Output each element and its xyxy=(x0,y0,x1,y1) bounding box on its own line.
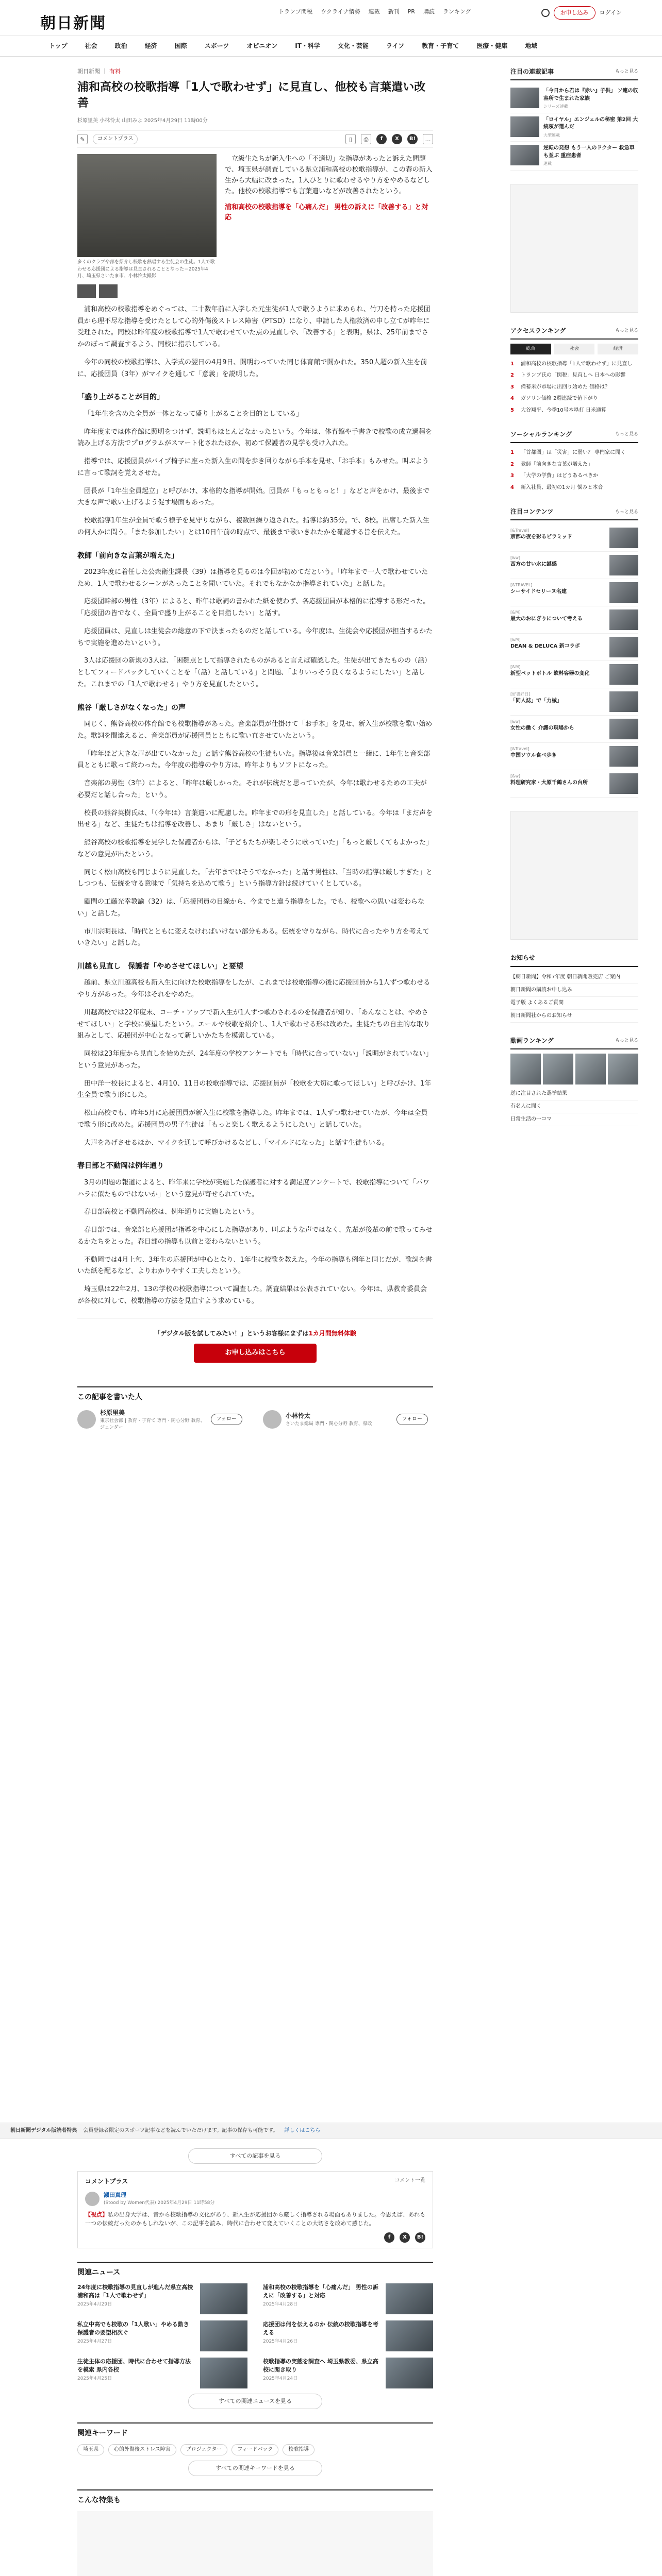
sidebar-article[interactable] xyxy=(510,84,638,113)
paid-badge: 有料 xyxy=(109,68,121,75)
feature-item[interactable] xyxy=(510,579,638,606)
benefit-text: 会員登録者限定のスポーツ記事などを読んでいただけます。記事の保存も可能です。 xyxy=(83,2128,278,2133)
rank-number: 4 xyxy=(510,396,514,402)
social-item-title: 教師「前向きな言葉が増えた」 xyxy=(521,461,593,467)
photo-tile[interactable] xyxy=(608,1054,638,1084)
info-item[interactable]: 【朝日新聞】令和7年度 朝日新聞販売店 ご案内 xyxy=(510,971,638,984)
related-news-headline: 私立中高でも校歌の「1人歌い」やめる動き 保護者の要望相次ぐ xyxy=(77,2321,189,2336)
feature-title: DEAN & DELUCA 新コラボ xyxy=(510,643,580,650)
photo-thumbnail[interactable] xyxy=(77,284,96,298)
photo-caption-item: 逆に注目された選挙結果 xyxy=(510,1088,638,1100)
benefit-title: 朝日新聞デジタル版読者特典 xyxy=(10,2128,77,2133)
feature-title: 中国ソウル食べ歩き xyxy=(510,753,557,759)
tab-all[interactable]: 総合 xyxy=(510,344,551,354)
social-item[interactable] xyxy=(510,447,638,459)
sidebar-attention xyxy=(510,67,638,171)
body-paragraph: 指導では、応援団員がパイプ椅子に座った新入生の間を歩き回りながら手本を見せ、「お手本」もみせた。叫ぶように言って歌詞を覚えさせた。 xyxy=(77,457,429,477)
rank-number: 4 xyxy=(510,484,514,490)
facebook-icon[interactable]: f xyxy=(376,134,387,144)
related-news-grid xyxy=(77,2283,433,2388)
related-news-item[interactable] xyxy=(263,2358,433,2388)
lower-column xyxy=(77,2143,433,2576)
keyword-chip[interactable]: 埼玉県 xyxy=(77,2444,104,2455)
paywall xyxy=(77,1318,433,1373)
news-thumbnail xyxy=(386,2283,433,2314)
rank-number: 5 xyxy=(510,407,514,413)
lead-photo-block xyxy=(77,154,217,298)
body-paragraph: 春日部では、音楽部と応援団が指導を中心にした指導があり、叫ぶような声ではなく、先輩が後輩の前で歌ってみせるかたちをとった。春日部の指導も以前と変わらないという。 xyxy=(77,1226,433,1246)
ranking-title: アクセスランキング xyxy=(510,327,566,334)
feature-item[interactable] xyxy=(510,661,638,688)
rank-number: 1 xyxy=(510,450,514,456)
photos-more-link[interactable]: もっと見る xyxy=(615,1038,638,1043)
social-item-title: 新入社員、最初の1カ月 悩みと本音 xyxy=(521,484,603,490)
lead-text xyxy=(225,154,433,298)
ranking-item-title: 大谷翔平、今季10号本塁打 日米通算 xyxy=(521,407,606,413)
body-paragraph: 今年の同校の校歌指導は、入学式の翌日の4月9日、開明わっていた同じ体育館で開かれた。350人超の新入生を前に、応援団員（3年）がマイクを通して「意義」を説明した。 xyxy=(77,358,427,378)
body-paragraph: 団長が「1年生全員起立」と呼びかけ、本格的な指導が開始。団員が「もっともっと！」などと声をかけ、最後まで大きな声で歌い上げるよう促す場面もあった。 xyxy=(77,487,430,507)
feature-thumbnail xyxy=(609,691,638,712)
sidebar-more-link[interactable]: もっと見る xyxy=(615,69,638,75)
comment-text xyxy=(85,2210,425,2228)
avatar[interactable] xyxy=(85,2192,100,2206)
ranking-item-title: 浦和高校の校歌指導「1人で歌わせず」に見直し xyxy=(521,361,633,367)
photo-tile[interactable] xyxy=(510,1054,541,1084)
nav-sports[interactable]: スポーツ xyxy=(204,42,229,49)
lead-paragraph: 立級生たちが新入生への「不適切」な指導があったと訴えた問題で、埼玉県が調査している県立浦和高校の校歌指導が、この春の新入生から大幅に改まった。1人ひとりに歌わせるやり方をやめるなどした。他校の校歌指導でも言葉遣いなどが改善されたという。 xyxy=(225,155,433,195)
ranking-more-link[interactable]: もっと見る xyxy=(615,328,638,334)
commenter-name[interactable]: 瀬田真理 xyxy=(104,2191,126,2198)
keyword-chip[interactable]: 心的外傷後ストレス障害 xyxy=(108,2444,176,2455)
feature-src: [&TRAVEL] xyxy=(510,583,533,588)
photos-title: 動画ランキング xyxy=(510,1037,554,1044)
feature-thumbnail xyxy=(609,582,638,603)
related-news-headline: 生徒主体の応援団、時代に合わせて指導方法を模索 県内各校 xyxy=(77,2358,191,2374)
sidebar-ad[interactable] xyxy=(510,184,638,313)
body-paragraph: 市川宗明長は、「時代とともに変えなければいけない部分もある。伝統を守りながら、時代に合ったやり方を考えていきたい」と話した。 xyxy=(77,927,429,947)
info-item[interactable]: 朝日新聞の購読お申し込み xyxy=(510,984,638,997)
related-news-headline: 応援団は何を伝えるのか 伝統の校歌指導を考える xyxy=(263,2321,378,2336)
body-paragraph: 「昨年ほど大きな声が出ていなかった」と話す熊谷高校の生徒もいた。指導後は音楽部員と一緒に、1年生と音楽部員とともに歌って終わった。今年度の指導のやり方は、昨年よりもソフトになった。 xyxy=(77,750,431,770)
section-heading: 春日部と不動岡は例年通り xyxy=(77,1162,164,1171)
feature-src: [&Travel] xyxy=(510,747,529,752)
body-paragraph: 春日部高校と不動岡高校は、例年通りに実施したという。 xyxy=(84,1208,259,1216)
photo-caption-item: 日常生活の一コマ xyxy=(510,1113,638,1126)
rank-number: 3 xyxy=(510,473,514,479)
body-paragraph: 昨年度までは体育館に照明をつけず、説明もほとんどなかったという。今年は、体育館や手書きで校歌の成立過程を読み上げる方法でプログラムがスマート化されたほか、初めて保護者の見学も受け入れた。 xyxy=(77,428,432,448)
sidebar-article[interactable] xyxy=(510,142,638,171)
related-news-date: 2025年4月29日 xyxy=(77,2302,112,2308)
header-links xyxy=(278,7,471,16)
feature-src: [&w] xyxy=(510,719,521,724)
hatena-icon[interactable]: B! xyxy=(407,134,418,144)
sidebar-thumbnail xyxy=(510,116,539,137)
sidebar-social xyxy=(510,430,638,494)
features-title: 注目コンテンツ xyxy=(510,508,554,516)
header-link-pr[interactable]: PR xyxy=(407,8,415,15)
photo-captions xyxy=(510,1088,638,1126)
rank-number: 1 xyxy=(510,361,514,367)
nav-economy[interactable]: 経済 xyxy=(144,42,157,49)
sidebar-features xyxy=(510,507,638,798)
feature-item[interactable] xyxy=(510,606,638,634)
photo-strip xyxy=(510,1054,638,1084)
body-paragraph: 3月の問題の報道によると、昨年来に学校が実施した保護者に対する満足度アンケートで、校歌指導について「パワハラに似たものではないか」という意見が寄せられていた。 xyxy=(77,1178,429,1198)
ranking-item[interactable] xyxy=(510,393,638,405)
social-item[interactable] xyxy=(510,482,638,494)
body-paragraph: 2023年度に着任した公衆衛生課長（39）は指導を見るのは今回が初めてだという。「昨年まで一人で歌わせていたため、1人で歌わせるシーンがあったことを聞いていた。それでもなかなか指導されていた」と話した。 xyxy=(77,568,428,588)
author-desc: 東京社会部 | 教育・子育て 専門・関心分野 教育、ジェンダー xyxy=(100,1418,205,1430)
related-news-headline: 24年度に校歌指導の見直しが進んだ県立高校 浦和高は「1人で歌わせず」 xyxy=(77,2284,193,2299)
ranking-item-title: トランプ氏の「関税」見直しへ 日本への影響 xyxy=(521,372,626,379)
body-paragraph: 校長の熊谷英樹氏は、「（今年は）言葉遣いに配慮した。昨年までの形を見直した」と話している。今年は「まだ声を出せる」など、生徒たちは指導を改善し、あまり「厳しさ」はないという。 xyxy=(77,809,433,829)
nav-top[interactable]: トップ xyxy=(49,42,68,49)
body-paragraph: 3人は応援団の新規の3人は、「困難点として指導されたものがあると言えば確認した。生徒が出てきたものの（話）としてフィードバックしていくことを「（話）と話している」と問題、「よりいっそう良くなるようにしたい」と話した。これまでの「1人で歌わせる」やり方を見直したという。 xyxy=(77,657,432,688)
related-news-date: 2025年4月24日 xyxy=(263,2376,298,2382)
info-title: お知らせ xyxy=(510,954,535,962)
body-paragraph: 同校は23年度から見直しを始めたが、24年度の学校アンケートでも「時代に合っていない」「説明がされていない」という意見があった。 xyxy=(77,1050,433,1070)
lead-photo[interactable] xyxy=(77,154,217,257)
comment-plus-title: コメントプラス xyxy=(85,2177,128,2185)
tab-society[interactable]: 社会 xyxy=(554,344,595,354)
body-paragraph: 松山高校でも、昨年5月に応援団員が新入生に校歌を指導した。昨年までは、1人ずつ歌わせていたが、今年は全員で歌う形に改めた。応援団員の男子生徒は「もっと楽しく歌えるようにしたい」と話していた。 xyxy=(77,1109,428,1129)
comment-label: 【視点】 xyxy=(85,2211,108,2218)
feature-src: [&M] xyxy=(510,637,521,642)
feature-thumbnail xyxy=(609,528,638,548)
feature-thumbnail xyxy=(609,609,638,630)
feature-item[interactable] xyxy=(510,770,638,798)
info-item[interactable]: 電子版 よくあるご質問 xyxy=(510,997,638,1010)
news-thumbnail xyxy=(386,2320,433,2351)
breadcrumb-section[interactable]: 朝日新聞 xyxy=(77,68,100,75)
info-item[interactable]: 朝日新聞社からのお知らせ xyxy=(510,1010,638,1023)
site-header xyxy=(0,0,662,36)
ranking-item[interactable] xyxy=(510,370,638,382)
feature-item[interactable] xyxy=(510,524,638,552)
avatar[interactable] xyxy=(263,1410,282,1429)
author-name[interactable]: 杉原里美 xyxy=(100,1409,125,1416)
body-paragraph: 川越高校では22年度末、コーチ・アップで新入生が1人ずつ歌わされるのを保護者が知り、「あんなことは、やめさせてほしい」と学校に要望したという。エールや校歌を紹介し、1人で歌わせる形は改めた。生徒たちの自主的な取り組みとして、応援団が中心となって新しいかたちを模索している。 xyxy=(77,1008,431,1040)
article-byline: 杉原里美 小林怜太 山田みよ 2025年4月29日 11時00分 xyxy=(77,118,208,124)
ranking-item[interactable] xyxy=(510,359,638,370)
feature-src: [&Travel] xyxy=(510,528,529,533)
nav-society[interactable]: 社会 xyxy=(85,42,97,49)
feature-item[interactable] xyxy=(510,688,638,716)
related-news-headline: 浦和高校の校歌指導を「心痛んだ」 男性の訴えに「改善する」と対応 xyxy=(263,2284,378,2299)
related-news-item[interactable] xyxy=(77,2358,247,2388)
photo-tile[interactable] xyxy=(543,1054,573,1084)
comment-icon[interactable]: ✎ xyxy=(77,134,88,144)
social-item-title: 「首都圏」は「災害」に弱い？ 専門家に聞く xyxy=(521,450,626,456)
author-name[interactable]: 小林怜太 xyxy=(286,1412,311,1420)
info-list xyxy=(510,971,638,1023)
body-paragraph: 「1年生を含めた全員が一体となって盛り上がることを目的としている」 xyxy=(84,410,303,418)
comment-plus-box xyxy=(77,2171,433,2248)
features-list xyxy=(510,524,638,798)
article-toolbar xyxy=(77,130,433,148)
bookmark-icon[interactable]: ▯ xyxy=(345,134,356,144)
lead-section xyxy=(77,154,433,298)
hatena-icon[interactable]: B! xyxy=(415,2232,425,2243)
sidebar-article-title: 「今日から君は『赤い』子供」 ソ連の収容所で生まれた家族 xyxy=(543,88,638,101)
feature-src: [好書好日] xyxy=(510,692,531,697)
rank-number: 3 xyxy=(510,384,514,390)
keywords-title: 関連キーワード xyxy=(77,2422,433,2439)
keywords-list xyxy=(77,2444,433,2455)
body-paragraph: 田中洋一校長によると、4月10、11日の校歌指導では、応援団員が「校歌を大切に歌ってほしい」と呼びかけ、1年生全員で歌う形にした。 xyxy=(77,1079,432,1099)
photo-caption-item: 有名人に聞く xyxy=(510,1100,638,1113)
sidebar-attention-title: 注目の連載記事 xyxy=(510,68,554,75)
nav-politics[interactable]: 政治 xyxy=(114,42,127,49)
header-link-new[interactable]: 新刊 xyxy=(388,8,400,15)
subscribe-button[interactable]: お申し込み xyxy=(554,6,595,20)
comment-plus-link[interactable]: コメントプラス xyxy=(93,134,138,144)
feature-title: 料理研究家・大原千鶴さんの台所 xyxy=(510,780,588,786)
login-button[interactable]: ログイン xyxy=(599,9,622,16)
feature-thumbnail xyxy=(609,746,638,767)
authors-row xyxy=(77,1408,433,1431)
follow-button[interactable]: フォロー xyxy=(211,1414,243,1425)
rank-number: 2 xyxy=(510,461,514,467)
header-link-ranking[interactable]: ランキング xyxy=(442,8,471,15)
search-icon[interactable] xyxy=(541,9,550,17)
sidebar-article-title: 逆転の発想 もう一人のドクター 救急車も並ぶ 重症患者 xyxy=(543,145,635,159)
feature-src: [&w] xyxy=(510,774,521,779)
authors-title: この記事を書いた人 xyxy=(77,1386,433,1403)
photo-thumbnail[interactable] xyxy=(99,284,118,298)
body-paragraph: 顧問の工藤光幸教諭（32）は、「応援団員の目線から、今までと違う指導をした。でも、校歌への思いは変わらない」と話した。 xyxy=(77,898,425,918)
nav-it-science[interactable]: IT・科学 xyxy=(295,42,320,49)
related-news-date: 2025年4月27日 xyxy=(77,2339,112,2345)
all-keywords-button[interactable]: すべての関連キーワードを見る xyxy=(188,2461,322,2476)
breadcrumb: 朝日新聞 ｜ 有料 xyxy=(77,68,121,75)
body-paragraph: 越前、県立川越高校も新入生に向けた校歌指導をしたが、これまでは校歌指導の後に応援団員から1人ずつ歌わせるやり方があった。今年はそれをやめた。 xyxy=(77,979,431,999)
sidebar-article-src: 連載 xyxy=(543,161,552,166)
body-paragraph: 埼玉県は22年2月、13の学校の校歌指導について調査した。調査結果は公表されていない。今年は、県教育委員会が各校に対して、校歌指導の方法を見直すよう求めている。 xyxy=(77,1285,427,1305)
feature-src: [&M] xyxy=(510,665,521,670)
ranking-item-title: ガソリン価格 2週連続で値下がり xyxy=(521,396,598,402)
feature-thumbnail xyxy=(609,637,638,657)
author-desc: さいたま総局 専門・関心分野 教育、県政 xyxy=(286,1421,372,1427)
avatar[interactable] xyxy=(77,1410,96,1429)
sidebar-article-src: 大型連載 xyxy=(543,132,560,138)
facebook-icon[interactable]: f xyxy=(384,2232,394,2243)
benefit-link[interactable]: 詳しくはこちら xyxy=(284,2128,321,2133)
paywall-text-prefix: 「デジタル版を試してみたい！」というお客様にまずは xyxy=(154,1329,309,1337)
more-share-icon[interactable]: … xyxy=(423,134,433,144)
trial-signup-button[interactable]: お申し込みはこちら xyxy=(194,1344,316,1363)
header-link-series[interactable]: 連載 xyxy=(368,8,380,15)
feature-item[interactable] xyxy=(510,716,638,743)
nav-education[interactable]: 教育・子育て xyxy=(422,42,459,49)
social-more-link[interactable]: もっと見る xyxy=(615,432,638,437)
recommend-title: こんな特集も xyxy=(77,2489,433,2506)
tab-economy[interactable]: 経済 xyxy=(598,344,638,354)
related-news-date: 2025年4月26日 xyxy=(263,2339,298,2345)
related-news-item[interactable] xyxy=(77,2283,247,2314)
news-thumbnail xyxy=(386,2358,433,2388)
ranking-tabs xyxy=(510,344,638,354)
related-news-item[interactable] xyxy=(263,2320,433,2351)
news-thumbnail xyxy=(200,2320,247,2351)
section-heading: 教師「前向きな言葉が増えた」 xyxy=(77,551,178,560)
article-column xyxy=(77,67,433,1436)
feature-src: [&M] xyxy=(510,610,521,615)
related-news-title: 関連ニュース xyxy=(77,2262,433,2278)
feature-title: 女性の働く 介護の現場から xyxy=(510,725,574,732)
feature-title: 「同人誌」で「力械」 xyxy=(510,698,562,704)
print-icon[interactable]: ⎙ xyxy=(361,134,371,144)
news-thumbnail xyxy=(200,2358,247,2388)
body-paragraph: 同じく松山高校も同じように見直した。「去年まではそうでなかった」と話す男性は、「当時の指導は厳しすぎた」としつつも、伝統を守る意味で「気持ちを込めて歌う」という指導方針は続けていくとしている。 xyxy=(77,868,433,888)
photo-caption: 多くのクラブや部を紹介し校歌を熱唱する生徒会の生徒。1人で歌わせる応援団による指導は見直されることとなった＝2025年4月、埼玉県さいたま市、小林怜太撮影 xyxy=(77,260,215,279)
all-articles-button[interactable]: すべての記事を見る xyxy=(188,2148,322,2164)
header-link-tariff[interactable]: トランプ関税 xyxy=(278,8,312,15)
sidebar-ad[interactable] xyxy=(510,811,638,940)
nav-health[interactable]: 医療・健康 xyxy=(476,42,508,49)
rank-number: 2 xyxy=(510,372,514,379)
ranking-item[interactable] xyxy=(510,405,638,417)
body-paragraph: 応援団幹部の男性（3年）によると、昨年は歌詞の書かれた紙を使わず、各応援団員が本格的に指導する形だった。「応援団の皆でなく、全員で盛り上がることを目指したい」と話す。 xyxy=(77,598,430,618)
feature-thumbnail xyxy=(609,555,638,575)
body-paragraph: 熊谷高校の校歌指導を見学した保護者からは、「子どもたちが楽しそうに歌っていた」「もっと厳しくてもよかった」などの意見が出たという。 xyxy=(77,839,433,858)
article-headline: 浦和高校の校歌指導「1人で歌わせず」に見直し、他校も言葉遣い改善 xyxy=(77,80,426,110)
sidebar-article[interactable] xyxy=(510,113,638,142)
feature-thumbnail xyxy=(609,773,638,794)
sidebar-info xyxy=(510,953,638,1022)
related-news-headline: 校歌指導の実態を調査へ 埼玉県教委、県立高校に聞き取り xyxy=(263,2358,378,2374)
feature-thumbnail xyxy=(609,664,638,685)
related-news-item[interactable] xyxy=(263,2283,433,2314)
site-logo[interactable]: 朝日新聞 xyxy=(40,14,106,32)
photo-tile[interactable] xyxy=(575,1054,606,1084)
feature-title: 京都の夜を彩るピラミッド xyxy=(510,534,572,540)
related-news-date: 2025年4月25日 xyxy=(77,2376,112,2382)
paywall-text xyxy=(77,1329,433,1338)
x-icon[interactable]: X xyxy=(400,2232,410,2243)
ranking-item[interactable] xyxy=(510,382,638,394)
follow-button[interactable]: フォロー xyxy=(396,1414,428,1425)
comment-body: 私の出身大学は、昔から校歌指導の文化があり、新入生が応援団から厳しく指導される場面もありました。今思えば、あれも一つの伝統だったのかもしれないが、この記事を読み、時代に合わせて変えていくことの大切さを改めて感じた。 xyxy=(85,2211,425,2227)
feature-title: 最大のおにぎりについて考える xyxy=(510,616,583,622)
social-item-title: 「大学の学費」はどうあるべきか xyxy=(521,473,598,479)
nav-opinion[interactable]: オピニオン xyxy=(246,42,278,49)
article-body xyxy=(77,304,433,1308)
nav-region[interactable]: 地域 xyxy=(525,42,538,49)
section-heading: 「盛り上がることが目的」 xyxy=(77,393,164,402)
section-heading: 川越も見直し 保護者「やめさせてほしい」と要望 xyxy=(77,962,243,971)
header-link-subscribe[interactable]: 購読 xyxy=(423,8,435,15)
keyword-chip[interactable]: フィードバック xyxy=(231,2444,278,2455)
comment-list-link[interactable]: コメント一覧 xyxy=(394,2177,425,2183)
body-paragraph: 音楽部の男性（3年）によると、「昨年は厳しかった。それが伝統だと思っていたが、今年は歌わせるための工夫が必要だと話し合った」という。 xyxy=(77,779,427,799)
main-nav xyxy=(0,36,662,57)
feature-item[interactable] xyxy=(510,743,638,770)
feature-src: [&w] xyxy=(510,555,521,561)
keyword-chip[interactable]: プロジェクター xyxy=(180,2444,228,2455)
feature-title: 西方の甘い水に謎感 xyxy=(510,562,557,568)
body-paragraph: 浦和高校の校歌指導をめぐっては、二十数年前に入学した元生徒が1人で歌うように求められ、竹刀を持った応援団員から理不尽な指導を受けたとして心的外傷後ストレス障害（PTSD）になり、申請した人権救済の申し立てが昨年に受理された。同校は昨年度の校歌指導で1人で歌わせていた点の見直しや、「改善する」と表明。県は、25年前までさかのぼって調査するよう、同校に指示している。 xyxy=(77,305,431,349)
feature-title: シーサイドセリーヌ名建 xyxy=(510,589,567,595)
x-icon[interactable]: X xyxy=(392,134,402,144)
social-item[interactable] xyxy=(510,470,638,482)
header-link-ukraine[interactable]: ウクライナ情勢 xyxy=(321,8,360,15)
body-paragraph: 校歌指導1年生が全員で歌う様子を見守りながら、複数回繰り返された。指導は約35分。で、8校。出席した新入生の何人かに問う。「また参加したい」とは10日午前の時点で、最後まで歌いきれたかを確認する旨を伝えた。 xyxy=(77,517,429,536)
ranking-item-title: 備蓄米が市場に出回り始めた 価格は？ xyxy=(521,384,610,390)
sidebar-thumbnail xyxy=(510,88,539,108)
section-heading: 熊谷「厳しさがなくなった」の声 xyxy=(77,703,186,712)
header-actions xyxy=(541,6,622,20)
feature-thumbnail xyxy=(609,719,638,739)
nav-life[interactable]: ライフ xyxy=(386,42,405,49)
body-paragraph: 応援団員は、見直しは生徒会の総意の下で決まったものだと話している。今年度は、生徒会や応援団が担当するかたちで実施を進めたいという。 xyxy=(77,627,433,647)
feature-item[interactable] xyxy=(510,552,638,579)
sidebar-article-title: 「ロイヤル」エンジェルの秘密 第2回 大統領が選んだ xyxy=(543,116,638,130)
photo-thumbnails xyxy=(77,284,217,298)
social-item[interactable] xyxy=(510,459,638,471)
sidebar-article-src: シリーズ連載 xyxy=(543,104,568,109)
feature-title: 新型ペットボトル 飲料容器の変化 xyxy=(510,671,590,677)
recommend-area xyxy=(77,2511,433,2576)
author-card xyxy=(263,1408,428,1431)
feature-item[interactable] xyxy=(510,634,638,661)
body-paragraph: 大声をあげさせるほか、マイクを通して呼びかけるなどし、「マイルドになった」と話す生徒もいる。 xyxy=(84,1139,389,1147)
features-more-link[interactable]: もっと見る xyxy=(615,509,638,515)
author-card xyxy=(77,1408,242,1431)
sidebar-photos xyxy=(510,1036,638,1126)
all-related-news-button[interactable]: すべての関連ニュースを見る xyxy=(188,2394,322,2409)
commenter-desc: (Stood by Women代表) 2025年4月29日 11時58分 xyxy=(104,2200,215,2206)
free-trial-text: 1カ月間無料体験 xyxy=(308,1329,356,1337)
sidebar-thumbnail xyxy=(510,145,539,165)
related-news-date: 2025年4月28日 xyxy=(263,2302,298,2308)
body-paragraph: 不動岡では4月上旬、3年生の応援団が中心となり、1年生に校歌を教えた。今年の指導も例年と同じだが、歌詞を書いた紙を配るなど、よりわかりやすく工夫したという。 xyxy=(77,1256,432,1276)
news-thumbnail xyxy=(200,2283,247,2314)
nav-world[interactable]: 国際 xyxy=(174,42,187,49)
related-news-item[interactable] xyxy=(77,2320,247,2351)
keyword-chip[interactable]: 校歌指導 xyxy=(283,2444,315,2455)
social-ranking-title: ソーシャルランキング xyxy=(510,431,572,438)
lead-related-link[interactable]: 浦和高校の校歌指導を「心痛んだ」 男性の訴えに「改善する」と対応 xyxy=(225,203,428,222)
sidebar xyxy=(510,67,638,1140)
reader-benefit-bar xyxy=(0,2123,662,2139)
sidebar-ranking xyxy=(510,326,638,416)
nav-culture[interactable]: 文化・芸能 xyxy=(337,42,369,49)
body-paragraph: 同じく、熊谷高校の体育館でも校歌指導があった。音楽部員が仕掛けて「お手本」を見せ、新入生が校歌を歌い始めた。歌詞を間違えると、音楽部員が応援団員とともに歌い直させていたという。 xyxy=(77,720,433,740)
